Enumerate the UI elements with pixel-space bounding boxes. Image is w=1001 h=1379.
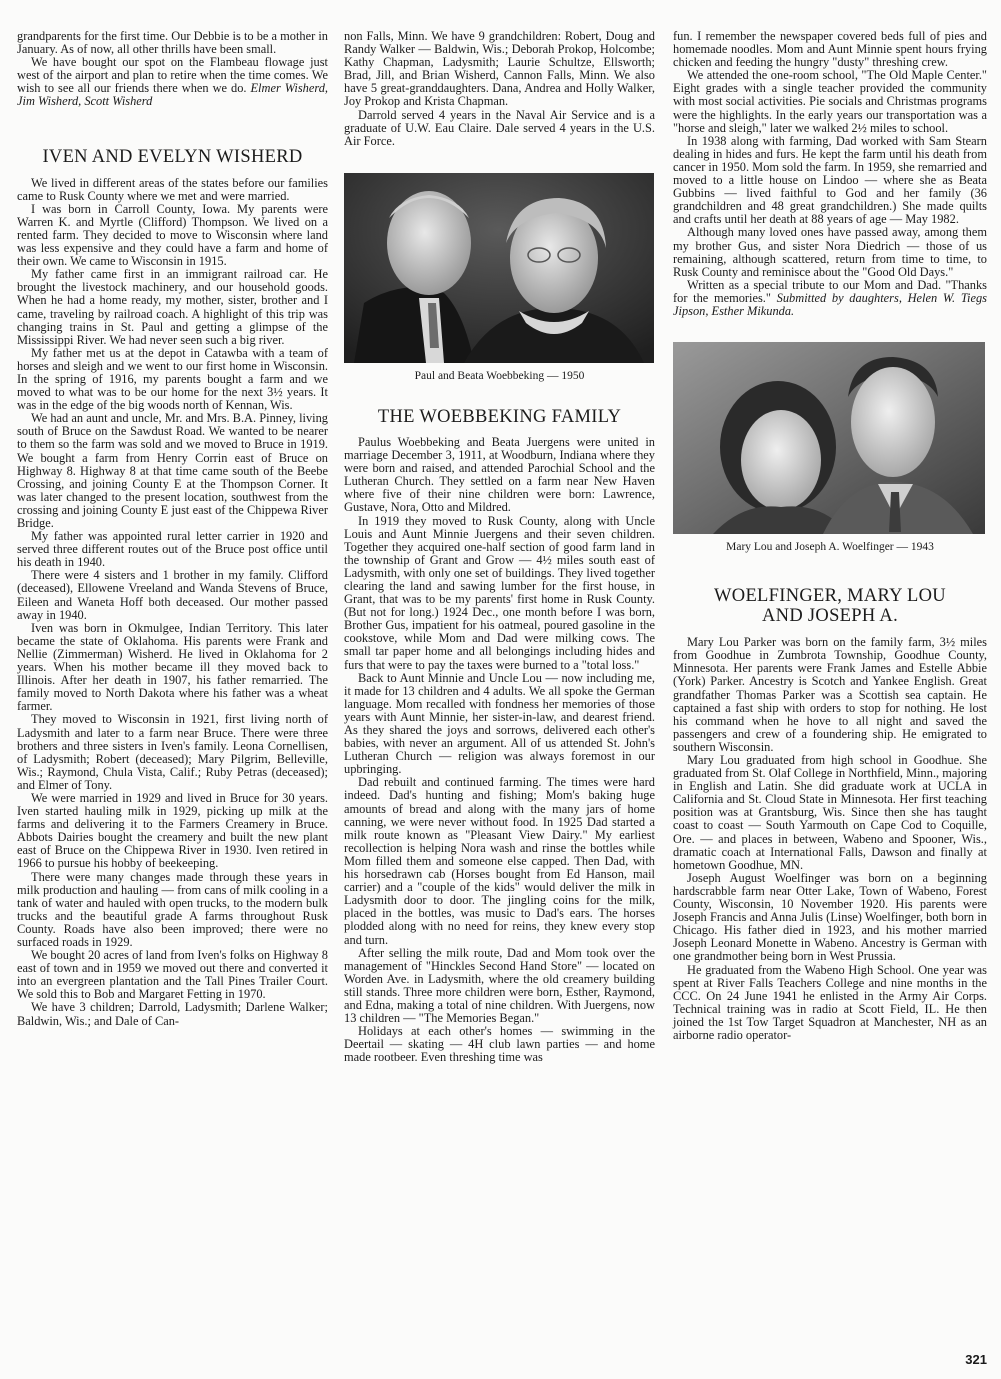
column-2 (344, 30, 655, 1064)
intro-paragraph: grandparents for the first time. Our Debbie is to be a mother in January. As of now, all other thrills have been small. (17, 29, 328, 57)
woebbeking-article-continued (673, 30, 987, 279)
paragraph: I was born in Carroll County, Iowa. My parents were Warren K. and Myrtle (Clifford) Thompson. We lived on a rented farm. They decided to move to Wisconsin where land was less expensive and they could have a farm and home of their own. We came to Wisconsin in 1915. (17, 201, 328, 269)
paragraph: Back to Aunt Minnie and Uncle Lou — now including me, it made for 13 children and 4 adults. We all spoke the German language. Mom recalled with fondness her memories of those years with Aunt Minnie, her sister-in-law, and dearest friend. As they shared the joys and sorrows, delivered each other's babies, with never an argument. All of us attended St. John's Lutheran Church — religion was always foremost in our upbringing. (344, 670, 655, 777)
flambeau-text: We have bought our spot on the Flambeau flowage just west of the airport and plan to retire when the time comes. We wish to see all our friends there when we do. (17, 55, 328, 96)
tribute-text: Written as a special tribute to our Mom and Dad. "Thanks for the memories." (673, 277, 987, 305)
paragraph: Iven was born in Okmulgee, Indian Territory. This later became the state of Oklahoma. His parents were Frank and Nellie (Zimmerman) Wisherd. He lived in Oklahoma for 2 years. When his mother became ill they moved back to Illinois. After her death in 1907, his father remarried. The family moved to North Dakota where his father was a wheat farmer. (17, 620, 328, 714)
page-number: 321 (965, 1352, 987, 1367)
paragraph: In 1919 they moved to Rusk County, along with Uncle Louis and Aunt Minnie Juergens and their seven children. Together they acquired one-half section of good farm land in the township of Grant and Grow — 4½ miles south east of Ladysmith, with only one set of buildings. They lived together clearing the land and sawing lumber for the first house, in Grant, that was to be my parents' first home in Rusk County. (But not for long.) 1924 Dec., one month before I was born, Brother Gus, impatient for his oatmeal, poured gasoline in the cookstove, while Mom and Dad were milking cows. The small tar paper home and all belongings including hides and furs that were to pay the taxes were burned to a "total loss." (344, 513, 655, 672)
paragraph: We have 3 children; Darrold, Ladysmith; Darlene Walker; Baldwin, Wis.; and Dale of Can- (17, 1000, 328, 1028)
heading-woelfinger (673, 586, 987, 626)
paragraph: Joseph August Woelfinger was born on a beginning hardscrabble farm near Otter Lake, Town of Wabeno, Forest County, Wisconsin, 10 November 1920. His parents were Joseph Francis and Anna Julis (Linse) Woelfinger, both born in Chicago. His father died in 1923, and his mother married Joseph Leonard Monette in Wabeno. Ancestry is German with one grandmother being born in West Prussia. (673, 870, 987, 964)
paragraph: Dad rebuilt and continued farming. The times were hard indeed. Dad's hunting and fishing; Mom's baking huge amounts of bread and along with the many jars of home canning, we were never without food. In 1925 Dad started a milk route known as "Pleasant View Dairy." My earliest recollection is helping Nora wash and rinse the bottles while Mom filled them and someone else capped. Then Dad, with his horsedrawn cab (Horses bought from Ed Hanson, mail carrier) and a "couple of the kids" would deliver the milk in Ladysmith door to door. The jingling coins for the milk, placed in the bottles, was music to Dad's ears. The horses plodded along with no need for reins, they knew every stop and turn. (344, 775, 655, 947)
woebbeking-photo-figure (344, 173, 655, 383)
paragraph: They moved to Wisconsin in 1921, first living north of Ladysmith and later to a farm near Bruce. There were three brothers and three sisters in Iven's family. Leona Cornellisen, of Ladysmith; Robert (deceased); Mary Pilgrim, Belleville, Wis.; Raymond, Chula Vista, Calif.; Ruby Petras (deceased); and Elmer of Tony. (17, 712, 328, 792)
woelfinger-article-body (673, 636, 987, 1042)
paragraph: fun. I remember the newspaper covered beds full of pies and homemade noodles. Mom and Aunt Minnie spent hours frying chicken and feeding the hungry "dusty" threshing crew. (673, 29, 987, 70)
flambeau-paragraph (17, 56, 328, 108)
woelfinger-photo (673, 342, 985, 534)
woelfinger-photo-image (673, 342, 985, 534)
paragraph: We lived in different areas of the states before our families came to Rusk County where we met and were married. (17, 175, 328, 203)
paragraph: There were many changes made through these years in milk production and hauling — from cans of milk cooling in a tank of water and hauled with open trucks, to the modern bulk trucks and the beautiful grade A farms throughout Rusk County. Roads have also been improved; there were no surfaced roads in 1929. (17, 869, 328, 949)
tribute-paragraph (673, 279, 987, 318)
darrold-paragraph: Darrold served 4 years in the Naval Air Service and is a graduate of U.W. Eau Claire. Dale served 4 years in the U.S. Air Force. (344, 107, 655, 148)
paragraph: Holidays at each other's homes — swimming in the Deertail — skating — 4H club lawn parties — and home made rootbeer. Even threshing time was (344, 1024, 655, 1065)
column-3 (673, 30, 987, 1042)
paragraph: We were married in 1929 and lived in Bruce for 30 years. Iven started hauling milk in 1929, picking up milk at the farms and delivering it to the Farmers Creamery in Bruce. Abbots Dairies bought the creamery and built the new plant east of Bruce on the Chippewa River in 1930. Iven retired in 1966 to pursue his hobby of beekeeping. (17, 790, 328, 871)
tribute-signature: Submitted by daughters, Helen W. Tiegs Jipson, Esther Mikunda. (673, 290, 987, 318)
woebbeking-photo-image (344, 173, 654, 363)
woebbeking-article-body (344, 436, 655, 1065)
woebbeking-photo (344, 173, 654, 363)
paragraph: Although many loved ones have passed away, among them my brother Gus, and sister Nora Diedrich — those of us remaining, although scattered, return from time to time, to Rusk County and reminisce about the "Good Old Days." (673, 225, 987, 279)
paragraph: After selling the milk route, Dad and Mom took over the management of "Hinckles Second Hand Store" — located on Worden Ave. in Ladysmith, where the old creamery building still stands. Three more children were born, Esther, Raymond, and Edna, making a total of nine children. With Juergens, now 13 children — "The Memories Began." (344, 945, 655, 1026)
paragraph: My father met us at the depot in Catawba with a team of horses and sleigh and we went to our first home in Wisconsin. In the spring of 1916, my parents bought a farm and we moved to what was to be our home for the next 3½ years. It was in the edge of the big woods north of Kennan, Wis. (17, 345, 328, 413)
wisherd-signature: Elmer Wisherd, Jim Wisherd, Scott Wisherd (17, 81, 328, 109)
woelfinger-photo-caption: Mary Lou and Joseph A. Woelfinger — 1943 (726, 541, 934, 554)
column-1 (17, 30, 328, 1028)
paragraph: We had an aunt and uncle, Mr. and Mrs. B.A. Pinney, living south of Bruce on the Sawdust Road. We wanted to be nearer to them so the farm was sold and we moved to Bruce in 1919. We bought a farm from Henry Corrin east of Bruce on Highway 8. Highway 8 at that time came south of the Beebe Crossing, and joining County E at the Thompson Corner. It was later changed to the present location, southwest from the crossing and joining County E just east of the Chippewa River Bridge. (17, 411, 328, 530)
paragraph: My father came first in an immigrant railroad car. He brought the livestock machinery, and our household goods. When he had a home ready, my mother, sister, brother and I came, traveling by railroad coach. A highlight of this trip was changing trains in St. Paul and getting a glimpse of the Mississippi River. We had never seen such a big river. (17, 267, 328, 347)
paragraph: My father was appointed rural letter carrier in 1920 and served three different routes out of the Bruce post office until his death in 1940. (17, 529, 328, 570)
paragraph: Paulus Woebbeking and Beata Juergens were united in marriage December 3, 1911, at Woodburn, Indiana where they were born and raised, and attended Parochial School and the Lutheran Church. They settled on a farm near New Haven where five of their nine children were born: Lawrence, Gustave, Nora, Otto and Mildred. (344, 434, 655, 515)
heading-wisherd: IVEN AND EVELYN WISHERD (42, 146, 303, 167)
paragraph: We bought 20 acres of land from Iven's folks on Highway 8 east of town and in 1959 we moved out there and converted it into an evergreen plantation and the Tall Pines Trailer Court. We sold this to Bob and Margaret Fetting in 1970. (17, 948, 328, 1002)
heading-woelfinger-line1: WOELFINGER, MARY LOU (714, 586, 946, 607)
heading-woebbeking: THE WOEBBEKING FAMILY (377, 406, 622, 427)
paragraph: Mary Lou Parker was born on the family farm, 3½ miles from Goodhue in Zumbrota Township, Goodhue County, Minnesota. Her parents were Frank James and Estelle Abbie (York) Parker. Ancestry is Scotch and Yankee English. Great grandfather Thomas Parker was a Scottish sea captain. He captained a fast ship with orders to stop for nothing. He lost his command when he hove to all night and saved the passengers and crew of a foundering ship. He emigrated to southern Wisconsin. (673, 635, 987, 754)
woebbeking-photo-caption: Paul and Beata Woebbeking — 1950 (414, 369, 585, 382)
heading-woelfinger-line2: AND JOSEPH A. (762, 606, 898, 627)
paragraph: Mary Lou graduated from high school in Goodhue. She graduated from St. Olaf College in Northfield, Minn., majoring in English and Latin. She did graduate work at UCLA in California and St. Cloud State in Minnesota. Her first teaching position was at Grantsburg, Wis. Since then she has taught coast to coast — South Yarmouth on Cape Cod to Coquille, Ore. — and places in between, Wabeno and Spooner, Wis., dramatic coach at International Falls, Dawson and finally at hometown Goodhue, MN. (673, 753, 987, 872)
paragraph: We attended the one-room school, "The Old Maple Center." Eight grades with a single teacher provided the community with most social activities. Pie socials and Christmas programs were the highlights. In the early years our transportation was a "horse and sleigh," later we walked 2½ miles to school. (673, 68, 987, 135)
woelfinger-photo-figure (673, 342, 987, 554)
wisherd-article-body (17, 177, 328, 1028)
paragraph: There were 4 sisters and 1 brother in my family. Clifford (deceased), Ellowene Vreeland and Wanda Stevens of Bruce, Eileen and Waneta Hoff both deceased. Our mother passed away in 1940. (17, 568, 328, 622)
grandchildren-paragraph: non Falls, Minn. We have 9 grandchildren: Robert, Doug and Randy Walker — Baldwin, Wis.; Deborah Prokop, Holcombe; Kathy Chapman, Ladysmith; Laurie Schultze, Ellsworth; Brad, Jill, and Brian Wisherd, Cannon Falls, Minn. We also have 5 great-granddaughters. Dana, Andrea and Holly Walker, Joy Prokop and Krista Chapman. (344, 29, 655, 109)
paragraph: He graduated from the Wabeno High School. One year was spent at River Falls Teachers College and nine months in the CCC. On 24 June 1941 he enlisted in the Army Air Corps. Technical training was in radio at Scott Field, IL. He then joined the 1st Tow Target Squadron at Manchester, NH as an airborne radio operator- (673, 962, 987, 1042)
paragraph: In 1938 along with farming, Dad worked with Sam Stearn dealing in hides and furs. He kept the farm until his death from cancer in 1950. Mom sold the farm. In 1959, she remarried and moved to a little house on Lindoo — where she as Beata Gubbins — lived faithful to God and her family (36 grandchildren and 48 great grandchildren.) She made quilts and crafts until her death at 88 years of age — May 1982. (673, 133, 987, 227)
